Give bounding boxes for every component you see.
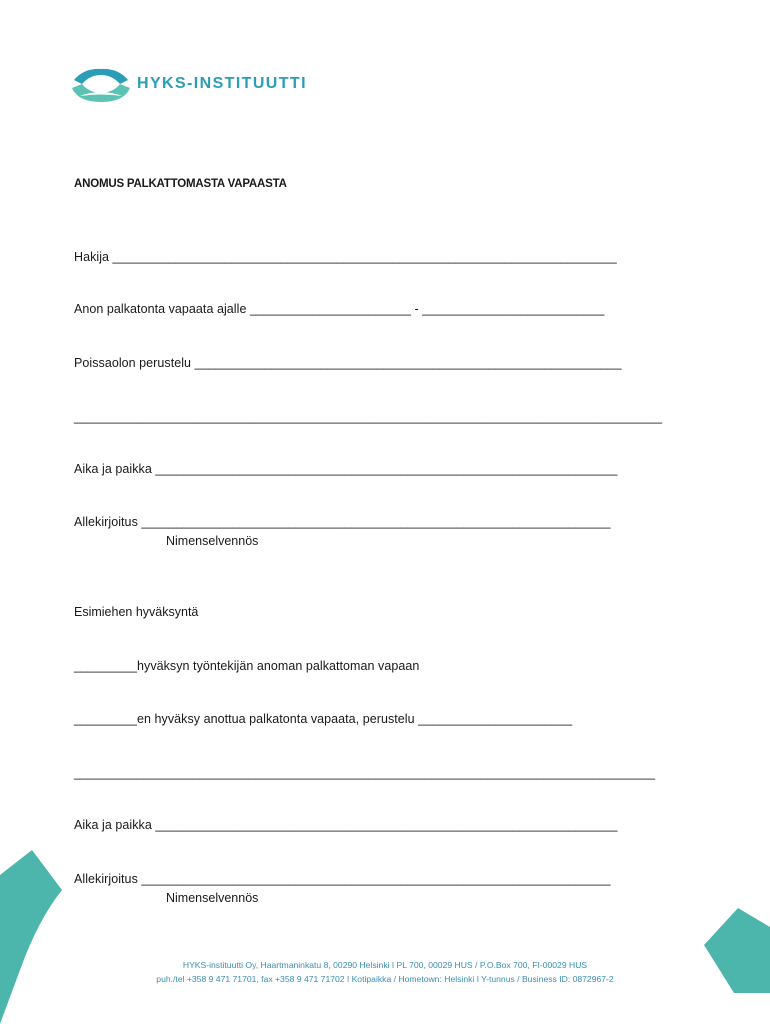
approval-time-place-field[interactable]: Aika ja paikka __________________________________________________________________ <box>74 818 618 832</box>
logo-text: HYKS-INSTITUUTTI <box>137 75 307 92</box>
deny-reason-continued-field[interactable]: ___________________________________________________________________________________ <box>74 766 656 780</box>
applicant-field[interactable]: Hakija ________________________________________________________________________ <box>74 250 617 264</box>
footer-contact: puh./tel +358 9 471 71701, fax +358 9 471 71702 ǀ Kotipaikka / Hometown: Helsinki ǀ Y-tunnus / Business ID: 0872967-2 <box>156 974 614 984</box>
hyks-logo-icon <box>70 66 132 106</box>
name-clarification-label: Nimenselvennös <box>166 534 259 548</box>
left-corner-decoration <box>0 850 70 1024</box>
period-field[interactable]: Anon palkatonta vapaata ajalle _______________________ - __________________________ <box>74 302 605 316</box>
deny-field[interactable]: _________en hyväksy anottua palkatonta vapaata, perustelu ______________________ <box>74 712 573 726</box>
form-title: ANOMUS PALKATTOMASTA VAPAASTA <box>74 178 287 190</box>
approve-field[interactable]: _________hyväksyn työntekijän anoman palkattoman vapaan <box>74 659 420 673</box>
approval-heading: Esimiehen hyväksyntä <box>74 605 199 619</box>
signature-field[interactable]: Allekirjoitus ___________________________________________________________________ <box>74 515 611 529</box>
approval-name-clarification-label: Nimenselvennös <box>166 891 259 905</box>
footer-address: HYKS-instituutti Oy, Haartmaninkatu 8, 00290 Helsinki ǀ PL 700, 00029 HUS / P.O.Box 700, FI-00029 HUS <box>182 960 588 970</box>
logo <box>70 66 330 106</box>
time-place-field[interactable]: Aika ja paikka __________________________________________________________________ <box>74 462 618 476</box>
reason-field[interactable]: Poissaolon perustelu _____________________________________________________________ <box>74 356 622 370</box>
approval-signature-field[interactable]: Allekirjoitus ___________________________________________________________________ <box>74 872 611 886</box>
reason-continued-field[interactable]: ____________________________________________________________________________________ <box>74 410 663 424</box>
